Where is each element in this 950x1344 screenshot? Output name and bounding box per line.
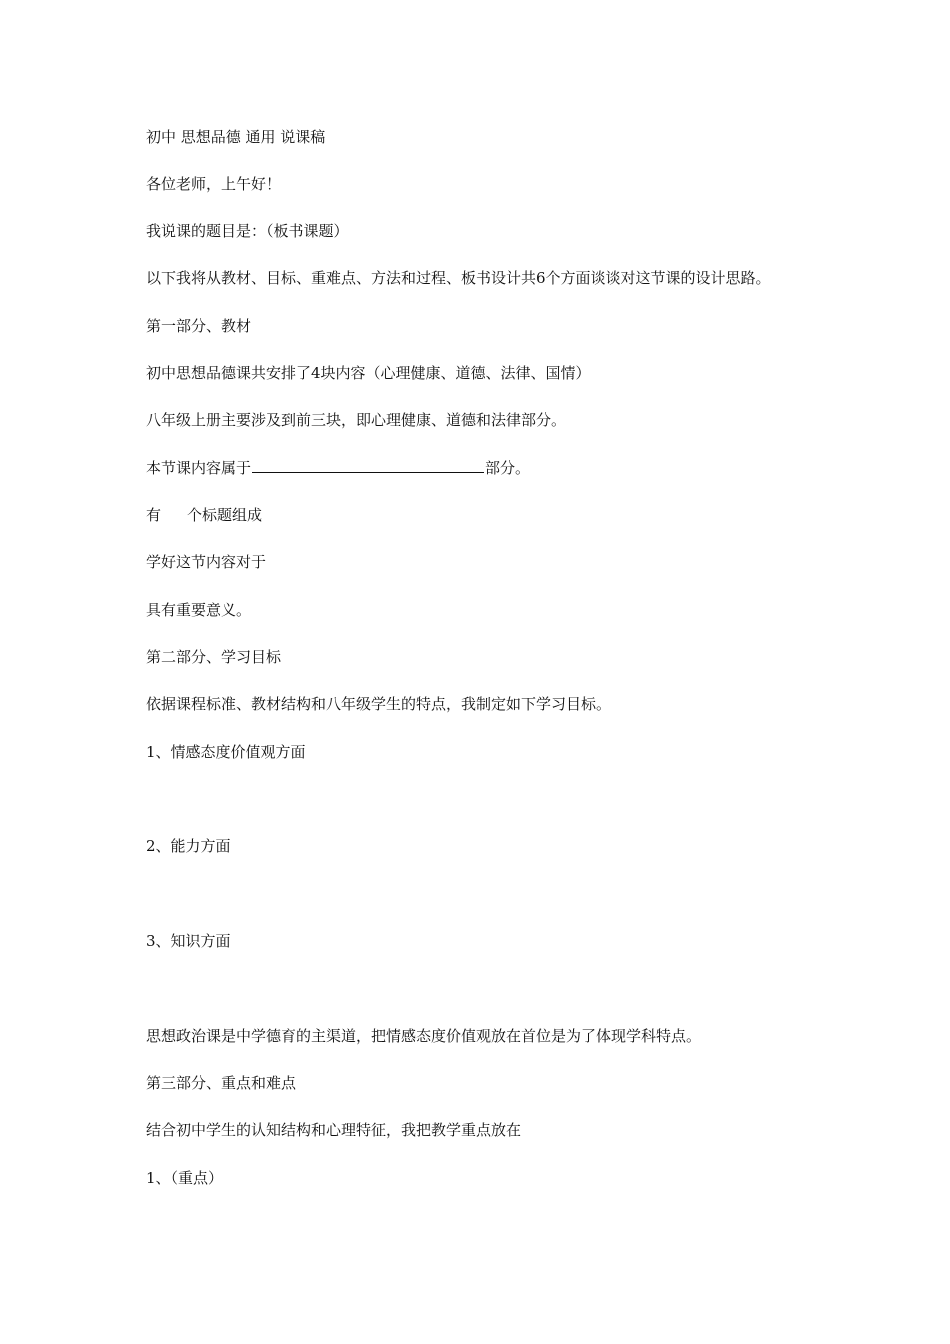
document-title-line: 初中 思想品德 通用 说课稿	[146, 128, 326, 146]
part3-item-1: 1、（重点）	[146, 1169, 224, 1187]
part2-paragraph-2: 思想政治课是中学德育的主渠道，把情感态度价值观放在首位是为了体现学科特点。	[146, 1027, 702, 1045]
part1-paragraph-3-suffix: 部分。	[485, 459, 531, 477]
goal-item-3: 3、知识方面	[146, 932, 231, 950]
part2-paragraph-1: 依据课程标准、教材结构和八年级学生的特点，我制定如下学习目标。	[146, 695, 612, 713]
goal-item-2: 2、能力方面	[146, 837, 231, 855]
part1-paragraph-3	[146, 458, 530, 478]
part1-paragraph-2: 八年级上册主要涉及到前三块，即心理健康、道德和法律部分。	[146, 411, 567, 429]
part1-paragraph-3-prefix: 本节课内容属于	[146, 459, 252, 477]
goal-item-1: 1、情感态度价值观方面	[146, 743, 306, 761]
part1-heading: 第一部分、教材	[146, 317, 252, 335]
intro-paragraph: 以下我将从教材、目标、重难点、方法和过程、板书设计共6个方面谈谈对这节课的设计思路。	[146, 269, 771, 287]
fill-in-blank	[252, 458, 484, 473]
part3-paragraph-1: 结合初中学生的认知结构和心理特征，我把教学重点放在	[146, 1121, 522, 1139]
part1-paragraph-4-b: 个标题组成	[187, 506, 263, 524]
part1-paragraph-4-a: 有	[146, 506, 162, 524]
part1-paragraph-5: 学好这节内容对于	[146, 553, 267, 571]
part1-paragraph-4	[146, 505, 262, 525]
part2-heading: 第二部分、学习目标	[146, 648, 282, 666]
topic-line: 我说课的题目是：（板书课题）	[146, 222, 349, 240]
greeting: 各位老师，上午好！	[146, 175, 282, 193]
part1-paragraph-6: 具有重要意义。	[146, 601, 252, 619]
part1-paragraph-1: 初中思想品德课共安排了4块内容（心理健康、道德、法律、国情）	[146, 364, 591, 382]
part3-heading: 第三部分、重点和难点	[146, 1074, 297, 1092]
